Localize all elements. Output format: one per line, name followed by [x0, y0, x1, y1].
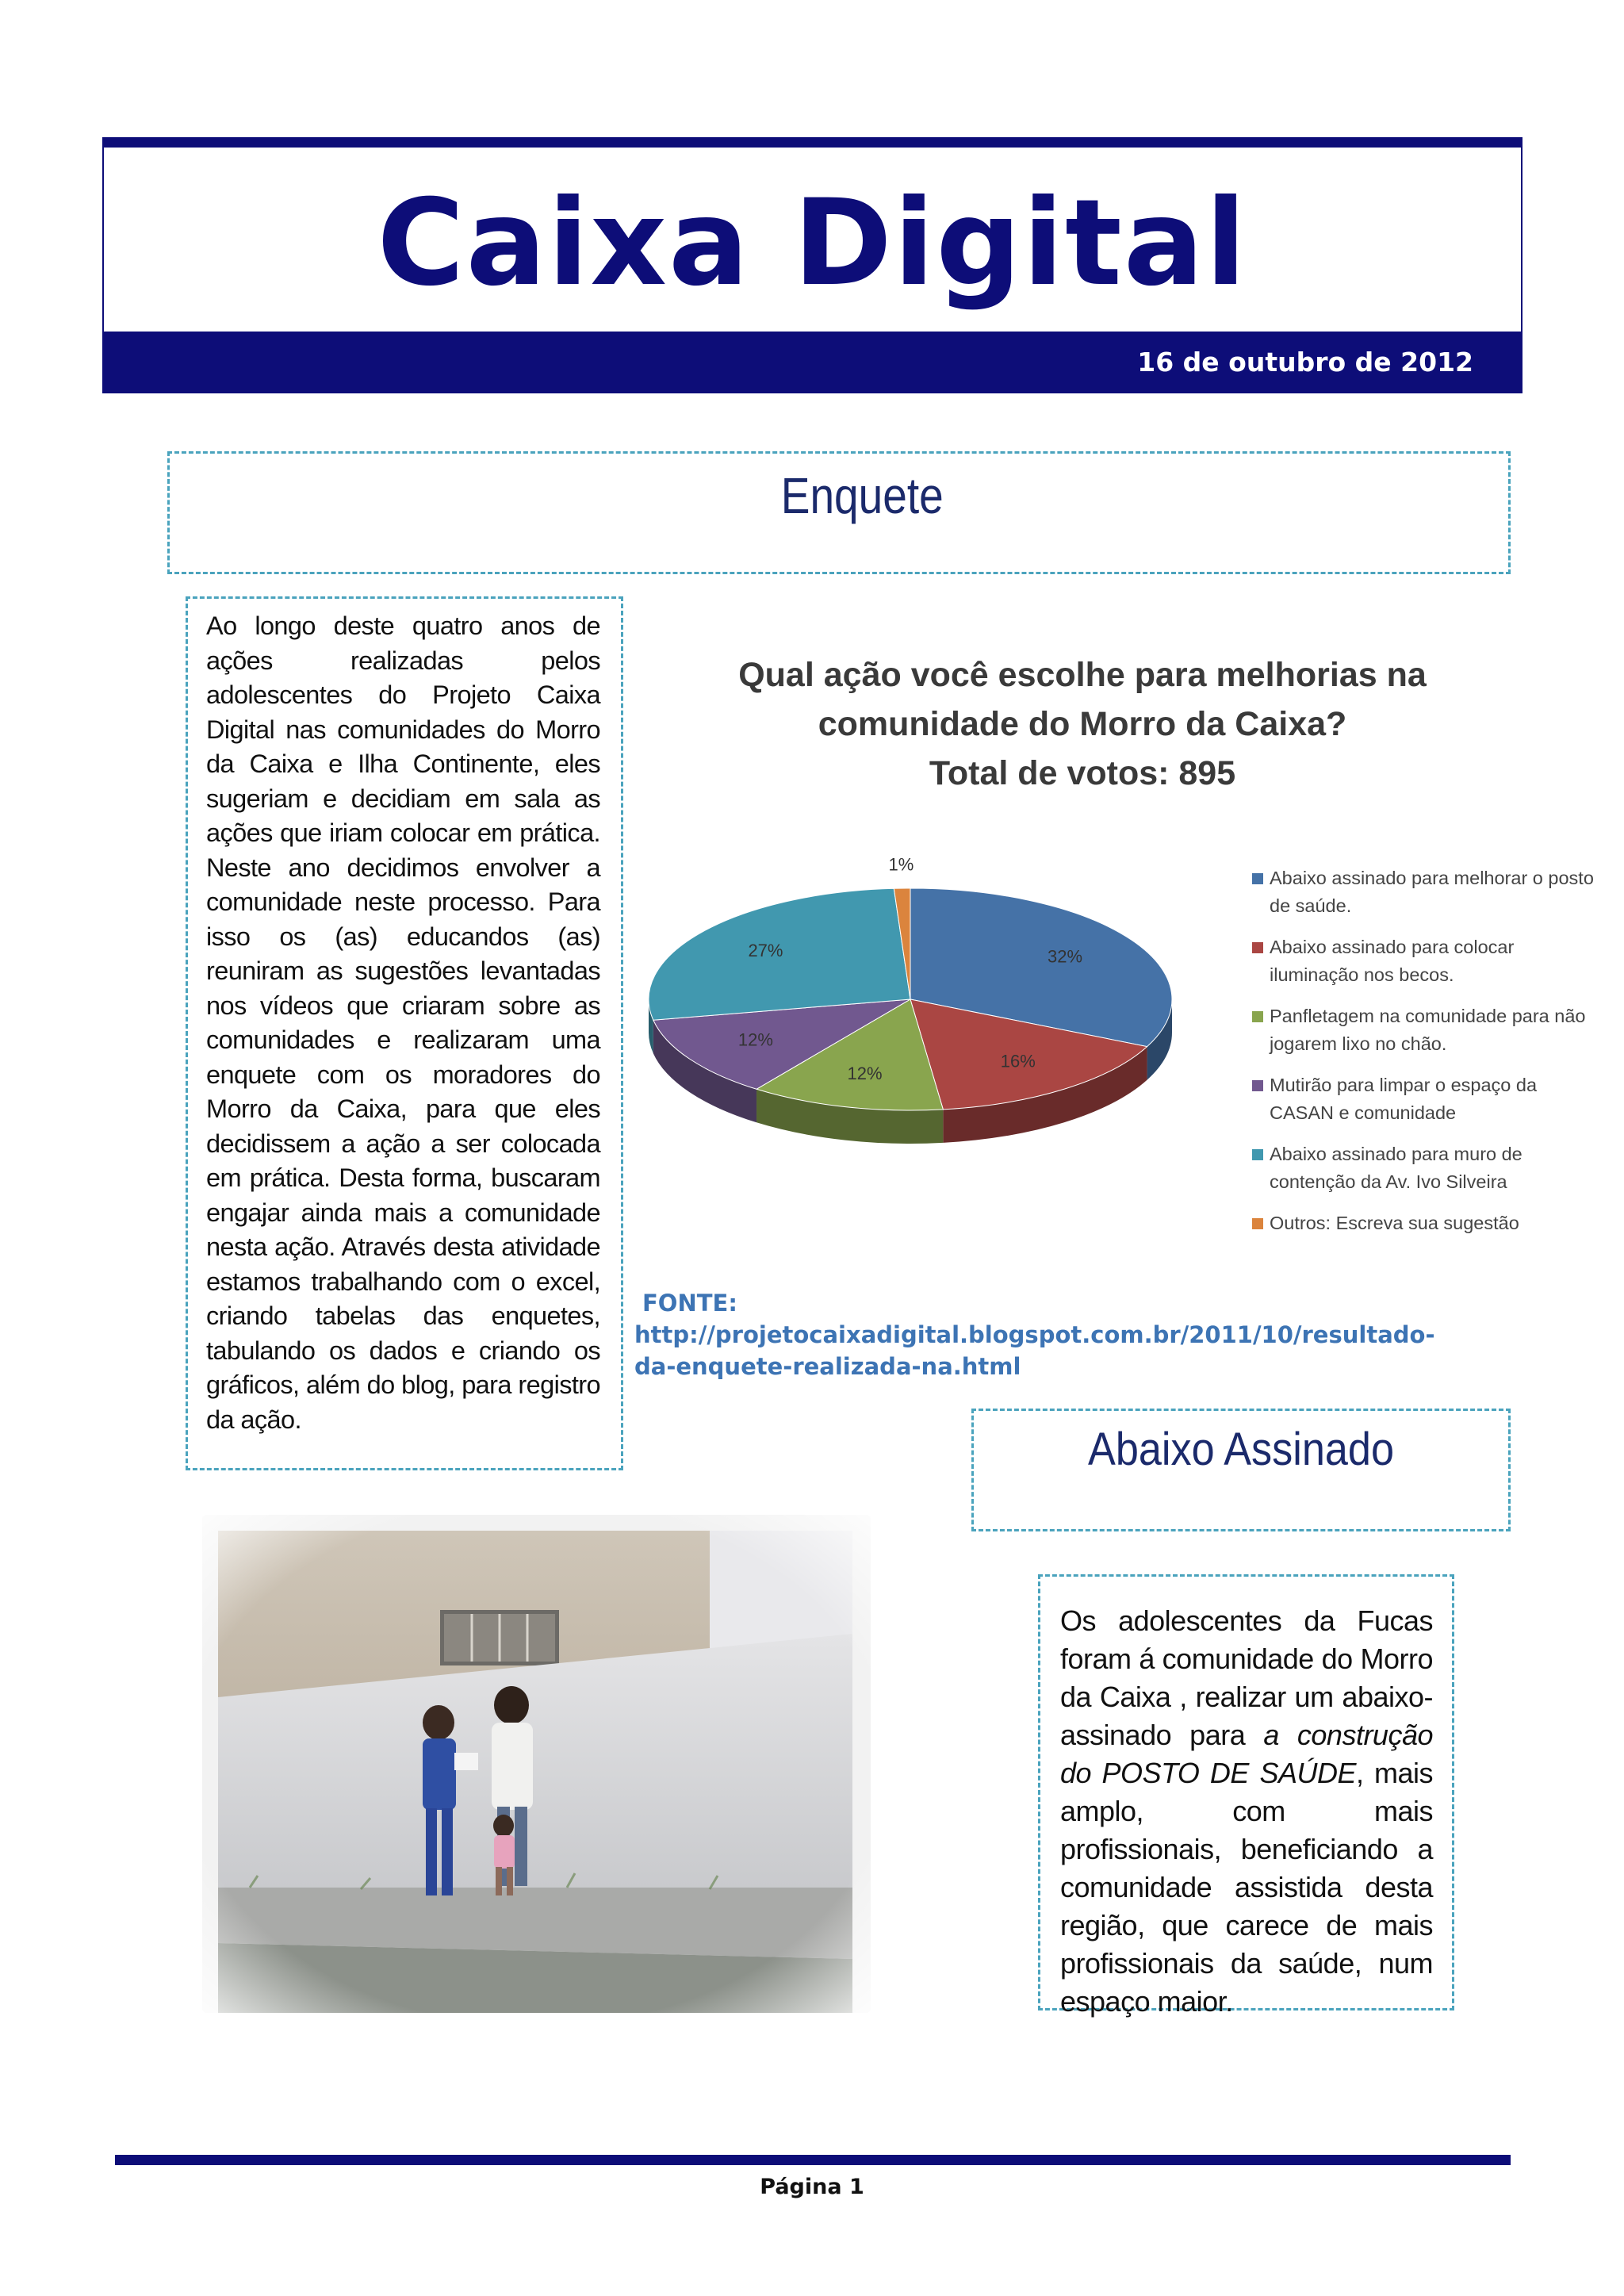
source-link[interactable]: http://projetocaixadigital.blogspot.com.br/2011/10/resultado- da-enquete-realizada-na.html — [634, 1321, 1435, 1380]
issue-date: 16 de outubro de 2012 — [1137, 347, 1473, 378]
legend-item-1 — [1249, 864, 1606, 920]
intro-paragraph: Ao longo deste quatro anos de ações realizadas pelos adolescentes do Projeto Caixa Digital nas comunidades do Morro da Caixa e Ilha Continente, eles sugeriam e decidiam em sala as ações que iriam colocar em prática. Neste ano decidimos envolver a comunidade neste processo. Para isso os (as) educandos (as) reuniram as sugestões levantadas nos vídeos que criaram sobre as comunidades e realizaram uma enquete com os moradores do Morro da Caixa, para que eles decidissem a ação a ser colocada em prática. Desta forma, buscaram engajar ainda mais a comunidade nesta ação. Através desta atividade estamos trabalhando com o excel, criando tabelas das enquetes, tabulando os dados e criando os gráficos, além do blog, para registro da ação. — [206, 611, 600, 1434]
legend-label-5: Abaixo assinado para muro de contenção da Av. Ivo Silveira — [1270, 1144, 1522, 1192]
chart-title-line-2: comunidade do Morro da Caixa? — [818, 705, 1347, 743]
source-label: FONTE: — [642, 1290, 737, 1317]
legend-swatch-5 — [1252, 1149, 1263, 1160]
enquete-heading: Enquete — [780, 467, 944, 524]
chart-legend — [1249, 864, 1606, 1251]
legend-label-4: Mutirão para limpar o espaço da CASAN e comunidade — [1270, 1075, 1538, 1123]
legend-swatch-6 — [1252, 1218, 1263, 1229]
legend-item-2 — [1249, 933, 1606, 989]
chart-title — [634, 650, 1530, 798]
legend-swatch-4 — [1252, 1080, 1263, 1091]
pie-label-6: 1% — [888, 854, 914, 875]
legend-item-5 — [1249, 1140, 1606, 1196]
date-bar — [102, 332, 1522, 393]
pie-label-4: 12% — [737, 1029, 773, 1050]
legend-swatch-3 — [1252, 1011, 1263, 1022]
masthead-top-bar — [102, 137, 1522, 148]
legend-label-2: Abaixo assinado para colocar iluminação nos becos. — [1270, 937, 1515, 985]
abaixo-heading: Abaixo Assinado — [1088, 1424, 1394, 1475]
legend-item-6 — [1249, 1209, 1606, 1237]
abaixo-text-part-2: , mais amplo, com mais profissionais, beneficiando a comunidade assistida desta região, que carece de mais profissionais da saúde, num espaço maior. — [1060, 1757, 1433, 2018]
legend-label-3: Panfletagem na comunidade para não jogarem lixo no chão. — [1270, 1006, 1586, 1054]
abaixo-text-italic: a construção do POSTO DE SAÚDE — [1060, 1719, 1434, 1789]
pie-label-1: 32% — [1048, 946, 1083, 967]
page-number: Página 1 — [760, 2175, 864, 2199]
chart-title-line-3: Total de votos: 895 — [929, 754, 1236, 792]
legend-label-1: Abaixo assinado para melhorar o posto de saúde. — [1270, 868, 1594, 916]
newsletter-title: Caixa Digital — [377, 174, 1248, 312]
pie-label-3: 12% — [847, 1063, 883, 1083]
chart-title-line-1: Qual ação você escolhe para melhorias na — [738, 656, 1427, 694]
legend-label-6: Outros: Escreva sua sugestão — [1270, 1213, 1519, 1233]
footer-bar — [115, 2155, 1511, 2165]
abaixo-paragraph — [1060, 1602, 1433, 2021]
legend-item-3 — [1249, 1002, 1606, 1058]
photo-illustration — [202, 1515, 871, 2013]
legend-item-4 — [1249, 1071, 1606, 1127]
legend-swatch-1 — [1252, 873, 1263, 884]
pie-label-5: 27% — [748, 940, 783, 960]
pie-label-2: 16% — [1000, 1051, 1036, 1071]
abaixo-text-part-1: Os adolescentes da Fucas foram á comunidade do Morro da Caixa , realizar um abaixo-assinado para — [1060, 1604, 1433, 1751]
community-photo — [202, 1515, 871, 2013]
legend-swatch-2 — [1252, 942, 1263, 953]
pie-chart-svg — [634, 841, 1269, 1237]
